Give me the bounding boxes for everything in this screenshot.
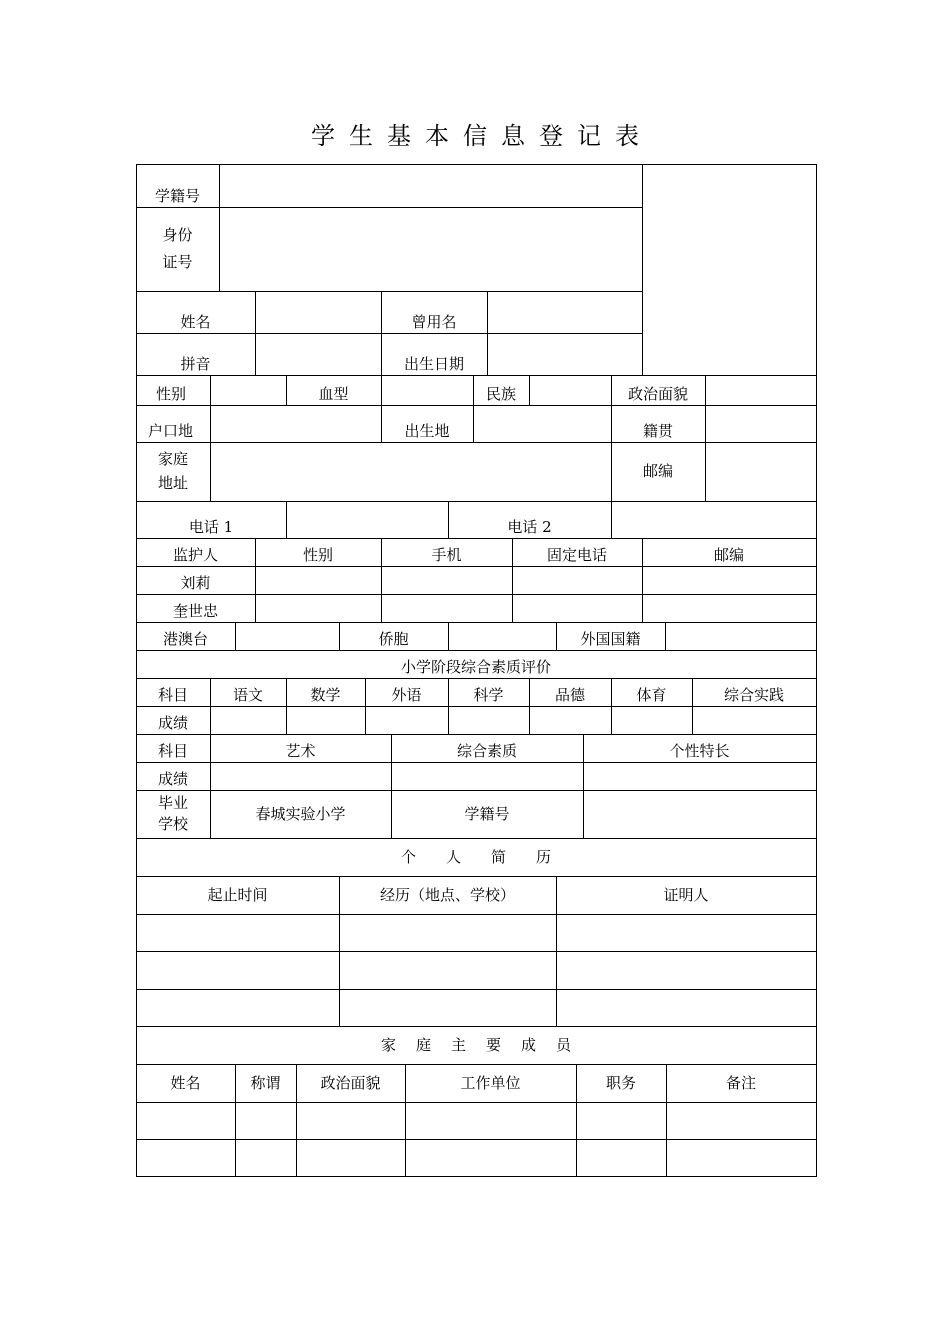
score-quality[interactable] [391,762,583,790]
grid-line [611,678,612,734]
grid-line [583,734,584,838]
grid-line [136,207,642,208]
phone2-field[interactable] [611,501,816,538]
grid-line [136,501,816,502]
grid-line [210,678,211,838]
grid-line [365,678,366,734]
label-overseas: 侨胞 [378,630,409,648]
label-grad-school-line1: 毕业 [157,794,188,812]
grid-line [473,375,474,405]
resume-header-experience: 经历（地点、学校） [379,885,515,904]
grid-line [576,1064,577,1176]
resume-row-2-experience[interactable] [339,951,556,989]
grid-line [642,538,643,622]
grid-line [219,164,220,291]
family-header-notes: 备注 [725,1073,756,1092]
score-art[interactable] [210,762,391,790]
family-row-1-relation[interactable] [235,1102,296,1139]
subject-art: 艺术 [285,742,316,760]
family-row-1-name[interactable] [136,1102,235,1139]
grid-line [136,1139,816,1140]
grid-line [448,678,449,734]
guardian-row-2-gender[interactable] [255,594,381,622]
grid-line [556,876,557,1026]
grid-line [642,164,643,375]
family-section-title: 家庭主要成员 [380,1035,591,1054]
grid-line [136,333,642,334]
label-foreign: 外国国籍 [580,630,641,648]
grid-line [235,1064,236,1176]
guardian-row-1-name: 刘莉 [180,574,211,592]
family-header-name: 姓名 [170,1073,201,1092]
grad-xueji-field[interactable] [583,790,816,838]
grid-line [611,375,612,501]
postcode-field[interactable] [705,442,816,501]
grid-line [136,951,816,952]
grid-line [136,538,816,539]
hukou-field[interactable] [210,405,381,442]
label-name: 姓名 [180,313,211,331]
resume-section-title: 个人简历 [400,847,581,866]
label-birth-date: 出生日期 [403,355,464,373]
label-xueji: 学籍号 [154,187,200,205]
subject-quality: 综合素质 [456,742,517,760]
grid-line [611,501,612,538]
label-postcode: 邮编 [642,462,673,480]
guardian-row-2-mobile[interactable] [381,594,512,622]
form-title: 学生基本信息登记表 [311,122,653,150]
resume-row-2-period[interactable] [136,951,339,989]
grid-line [136,566,816,567]
grid-line [705,375,706,501]
family-header-political: 政治面貌 [320,1073,381,1092]
grid-line [136,790,816,791]
grid-line [136,594,816,595]
gender-field[interactable] [210,375,286,405]
label-native: 籍贯 [642,422,673,440]
score-math[interactable] [286,706,365,734]
grid-line [529,678,530,734]
score-morality[interactable] [529,706,611,734]
score-practice[interactable] [692,706,816,734]
label-former-name: 曾用名 [411,313,457,331]
grid-line [136,1064,816,1065]
grid-line [136,762,816,763]
guardian-header-postcode: 邮编 [713,546,744,564]
grid-line [296,1064,297,1176]
guardian-row-2-postcode[interactable] [642,594,816,622]
subject-label-2: 科目 [157,742,188,760]
grid-line [381,375,382,405]
subject-talent: 个性特长 [669,742,730,760]
grid-line [666,1064,667,1176]
guardian-header-landline: 固定电话 [546,546,607,564]
label-blood: 血型 [318,385,349,403]
grid-line [473,405,474,442]
grid-line [136,1026,816,1027]
grid-line [136,838,816,839]
score-label-2: 成绩 [157,770,188,788]
label-address-line1: 家庭 [157,450,188,468]
blood-field[interactable] [381,375,473,405]
grid-line [381,405,382,442]
grad-school-name: 春城实验小学 [255,804,346,823]
grid-line [381,538,382,622]
grid-line [339,876,340,1026]
grid-line [448,622,449,650]
label-id-number [136,207,219,291]
foreign-field[interactable] [665,622,816,650]
grid-line [136,405,816,406]
resume-row-2-witness[interactable] [556,951,816,989]
grid-line [665,622,666,650]
subject-morality: 品德 [554,686,585,704]
family-row-2-name[interactable] [136,1139,235,1176]
family-row-1-notes[interactable] [666,1102,816,1139]
subject-practice: 综合实践 [723,686,784,704]
guardian-header-mobile: 手机 [431,546,462,564]
label-grad-school [136,790,210,838]
family-row-1-political[interactable] [296,1102,405,1139]
subject-chinese: 语文 [232,686,263,704]
xueji-field[interactable] [219,165,642,207]
label-id-line1: 身份 [162,226,193,244]
grid-line [391,734,392,838]
family-row-2-workplace[interactable] [405,1139,576,1176]
subject-label: 科目 [157,686,188,704]
grid-line [512,538,513,622]
address-field[interactable] [210,442,611,501]
pinyin-field[interactable] [255,333,381,375]
family-row-2-relation[interactable] [235,1139,296,1176]
ethnic-field[interactable] [529,375,611,405]
political-field[interactable] [705,375,816,405]
label-address [136,442,210,501]
label-id-line2: 证号 [162,253,193,271]
resume-row-3-experience[interactable] [339,989,556,1026]
grid-line [816,164,817,1176]
birth-date-field[interactable] [487,333,642,375]
resume-row-1-witness[interactable] [556,914,816,951]
guardian-row-1-mobile[interactable] [381,566,512,594]
resume-header-period: 起止时间 [207,885,268,904]
resume-row-3-period[interactable] [136,989,339,1026]
label-gender: 性别 [156,385,187,403]
grid-line [136,164,817,165]
family-row-2-notes[interactable] [666,1139,816,1176]
grid-line [286,501,287,538]
score-pe[interactable] [611,706,692,734]
hmt-field[interactable] [235,622,339,650]
grid-line [286,375,287,405]
guardian-header-name: 监护人 [172,546,218,564]
grid-line [136,706,816,707]
grid-line [210,405,211,501]
grid-line [136,734,816,735]
primary-section-title: 小学阶段综合素质评价 [400,658,551,676]
grid-line [136,678,816,679]
subject-math: 数学 [310,686,341,704]
grid-line [286,678,287,734]
guardian-row-2-landline[interactable] [512,594,642,622]
grid-line [487,291,488,375]
grid-line [692,678,693,734]
subject-science: 科学 [473,686,504,704]
guardian-row-2-name: 奎世忠 [172,602,218,620]
resume-row-3-witness[interactable] [556,989,816,1026]
resume-row-1-period[interactable] [136,914,339,951]
photo-area[interactable] [642,165,816,375]
grid-line [136,442,816,443]
guardian-row-1-landline[interactable] [512,566,642,594]
label-grad-school-line2: 学校 [157,815,188,833]
label-grad-xueji: 学籍号 [464,804,510,823]
label-hmt: 港澳台 [162,630,208,648]
family-header-position: 职务 [605,1073,636,1092]
score-label: 成绩 [157,714,188,732]
grid-line [210,375,211,405]
grid-line [405,1064,406,1176]
grid-line [136,291,642,292]
grid-line [235,622,236,650]
overseas-field[interactable] [448,622,556,650]
grid-line [136,989,816,990]
grid-line [255,538,256,622]
grid-line [136,622,816,623]
label-address-line2: 地址 [157,474,188,492]
label-pinyin: 拼音 [180,355,211,373]
grid-line [136,876,816,877]
label-ethnic: 民族 [485,385,516,403]
grid-line [556,622,557,650]
grid-line [136,914,816,915]
family-row-2-political[interactable] [296,1139,405,1176]
score-talent[interactable] [583,762,816,790]
label-birthplace: 出生地 [404,422,450,440]
resume-header-witness: 证明人 [663,885,709,904]
guardian-row-1-postcode[interactable] [642,566,816,594]
id-number-field[interactable] [219,207,642,291]
grid-line [136,1176,817,1177]
native-field[interactable] [705,405,816,442]
subject-pe: 体育 [636,686,667,704]
family-row-2-position[interactable] [576,1139,666,1176]
grid-line [136,375,816,376]
family-header-workplace: 工作单位 [460,1073,521,1092]
label-phone1: 电话 1 [188,518,234,536]
phone1-field[interactable] [286,501,448,538]
name-field[interactable] [255,291,381,333]
grid-line [255,291,256,375]
label-hukou: 户口地 [148,422,194,440]
grid-line [136,164,137,1176]
grid-line [448,501,449,538]
score-foreign-language[interactable] [365,706,448,734]
grid-line [529,375,530,405]
former-name-field[interactable] [487,291,642,333]
grid-line [136,1102,816,1103]
guardian-header-gender: 性别 [302,546,333,564]
label-phone2: 电话 2 [507,518,552,536]
birthplace-field[interactable] [473,405,611,442]
grid-line [339,622,340,650]
family-row-1-workplace[interactable] [405,1102,576,1139]
family-row-1-position[interactable] [576,1102,666,1139]
label-political: 政治面貌 [627,385,688,403]
subject-foreign-language: 外语 [391,686,422,704]
guardian-row-1-gender[interactable] [255,566,381,594]
resume-row-1-experience[interactable] [339,914,556,951]
family-header-relation: 称谓 [250,1073,281,1092]
grid-line [136,650,816,651]
grid-line [381,291,382,375]
score-chinese[interactable] [210,706,286,734]
score-science[interactable] [448,706,529,734]
